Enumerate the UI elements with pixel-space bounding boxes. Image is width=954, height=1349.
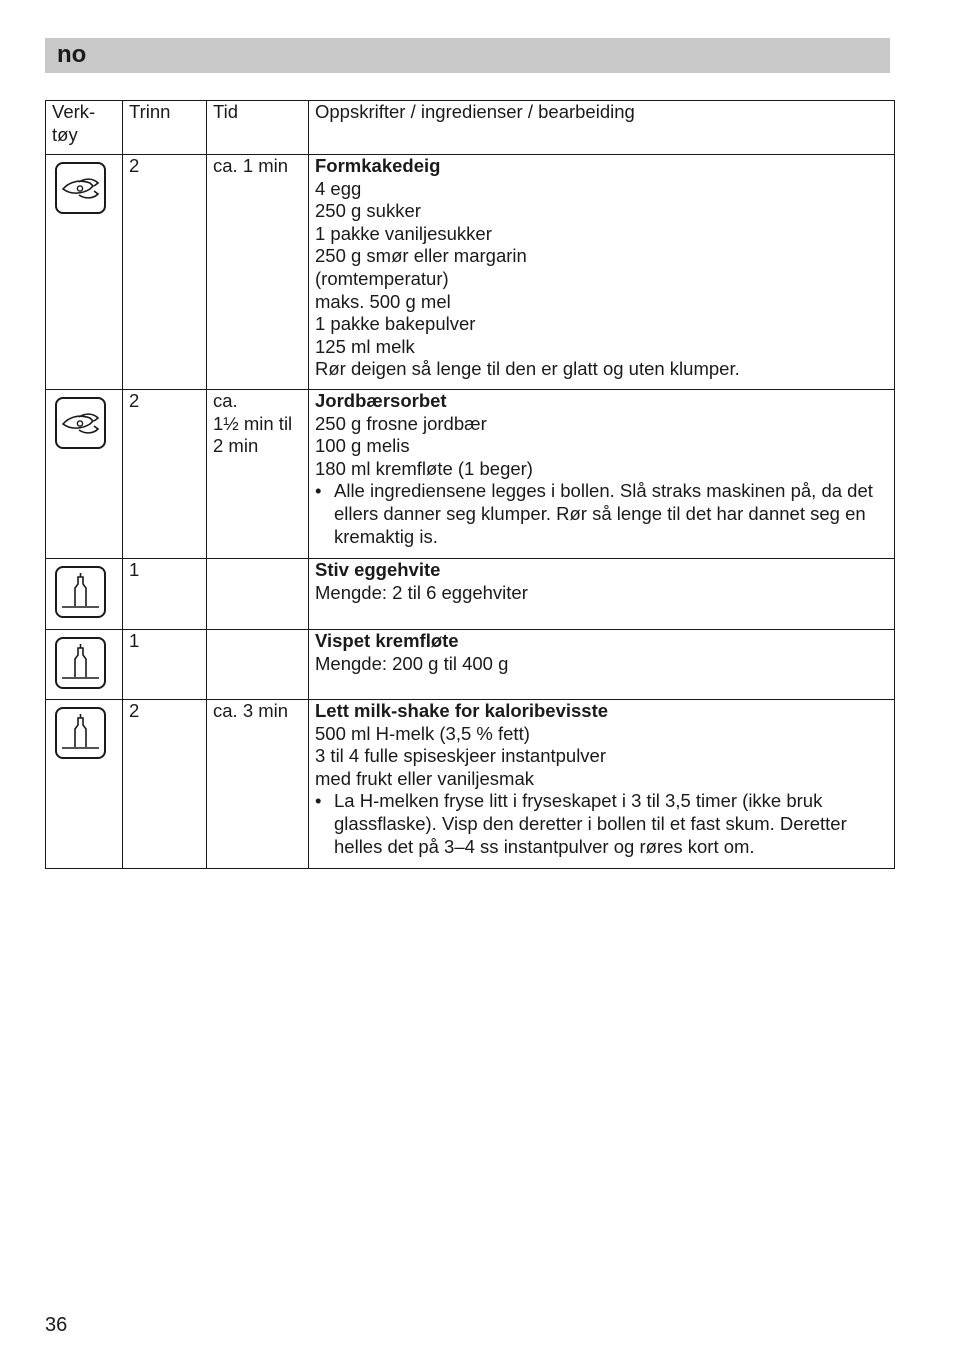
instruction-bullet: • Alle ingrediensene legges i bollen. Slå straks maskinen på, da det ellers danner seg klumper. Rør så lenge til det har dannet seg en kremaktig is. [315,480,888,548]
whisk-icon [55,707,106,759]
table-row [46,559,895,630]
recipe-title: Lett milk-shake for kaloribevisste [315,700,609,721]
tool-cell [46,559,123,630]
time-line: 1½ min til [213,412,293,434]
ingredient-line: 1 pakke bakepulver [315,313,476,335]
header-step: Trinn [123,101,207,155]
step-cell: 1 [123,559,207,630]
whisk-icon [55,566,106,618]
time-line: 2 min [213,435,259,457]
recipe-title: Formkakedeig [315,155,441,176]
ingredient-line: 4 egg [315,177,362,199]
blade-icon [55,397,106,449]
recipe-title: Stiv eggehvite [315,559,441,580]
recipe-title: Jordbærsorbet [315,390,447,411]
table-row [46,155,895,390]
time-line: ca. [213,390,238,411]
ingredient-line: 250 g smør eller margarin [315,245,527,267]
tool-cell [46,390,123,559]
ingredient-line: 250 g sukker [315,200,421,222]
time-line: ca. 3 min [213,700,289,721]
time-line: ca. 1 min [213,155,289,176]
language-header-bar [45,38,890,73]
whisk-icon [55,637,106,689]
table-row [46,630,895,700]
time-cell [207,700,309,869]
recipe-cell [309,700,895,869]
recipe-cell [309,390,895,559]
language-code: no [57,41,87,68]
recipe-cell [309,559,895,630]
time-cell [207,155,309,390]
time-cell [207,559,309,630]
step-cell: 1 [123,630,207,700]
ingredient-line: 180 ml kremfløte (1 beger) [315,457,533,479]
ingredient-line: 1 pakke vaniljesukker [315,222,492,244]
table-row [46,700,895,869]
ingredient-line: (romtemperatur) [315,267,449,289]
recipe-title: Vispet kremfløte [315,630,459,651]
page-number: 36 [45,1314,68,1336]
header-time: Tid [207,101,309,155]
ingredient-line: 125 ml melk [315,335,415,357]
header-tool [46,101,123,155]
recipe-table [45,100,895,869]
header-recipe: Oppskrifter / ingredienser / bearbeiding [309,101,895,155]
ingredient-line: maks. 500 g mel [315,290,451,312]
ingredient-line: 500 ml H-melk (3,5 % fett) [315,722,530,744]
instruction-bullet: • La H-melken fryse litt i fryseskapet i 3 til 3,5 timer (ikke bruk glassflaske). Visp den deretter i bollen til et fast skum. Deretter helles det på 3–4 ss instantpulver og røres kort om. [315,790,888,858]
blade-icon [55,162,106,214]
recipe-cell [309,630,895,700]
ingredient-line: Rør deigen så lenge til den er glatt og uten klumper. [315,358,740,380]
tool-cell [46,630,123,700]
table-row [46,390,895,559]
ingredient-line: 250 g frosne jordbær [315,412,487,434]
ingredient-line: 3 til 4 fulle spiseskjeer instantpulver [315,745,607,767]
table-header-row [46,101,895,155]
header-tool-line1: Verk- [52,101,96,122]
ingredient-line: Mengde: 200 g til 400 g [315,652,509,674]
step-cell: 2 [123,390,207,559]
tool-cell [46,700,123,869]
step-cell: 2 [123,155,207,390]
recipe-cell [309,155,895,390]
ingredient-line: med frukt eller vaniljesmak [315,767,534,789]
ingredient-line: 100 g melis [315,435,410,457]
step-cell: 2 [123,700,207,869]
time-cell [207,630,309,700]
tool-cell [46,155,123,390]
time-cell [207,390,309,559]
header-tool-line2: tøy [52,123,78,145]
ingredient-line: Mengde: 2 til 6 eggehviter [315,581,528,603]
